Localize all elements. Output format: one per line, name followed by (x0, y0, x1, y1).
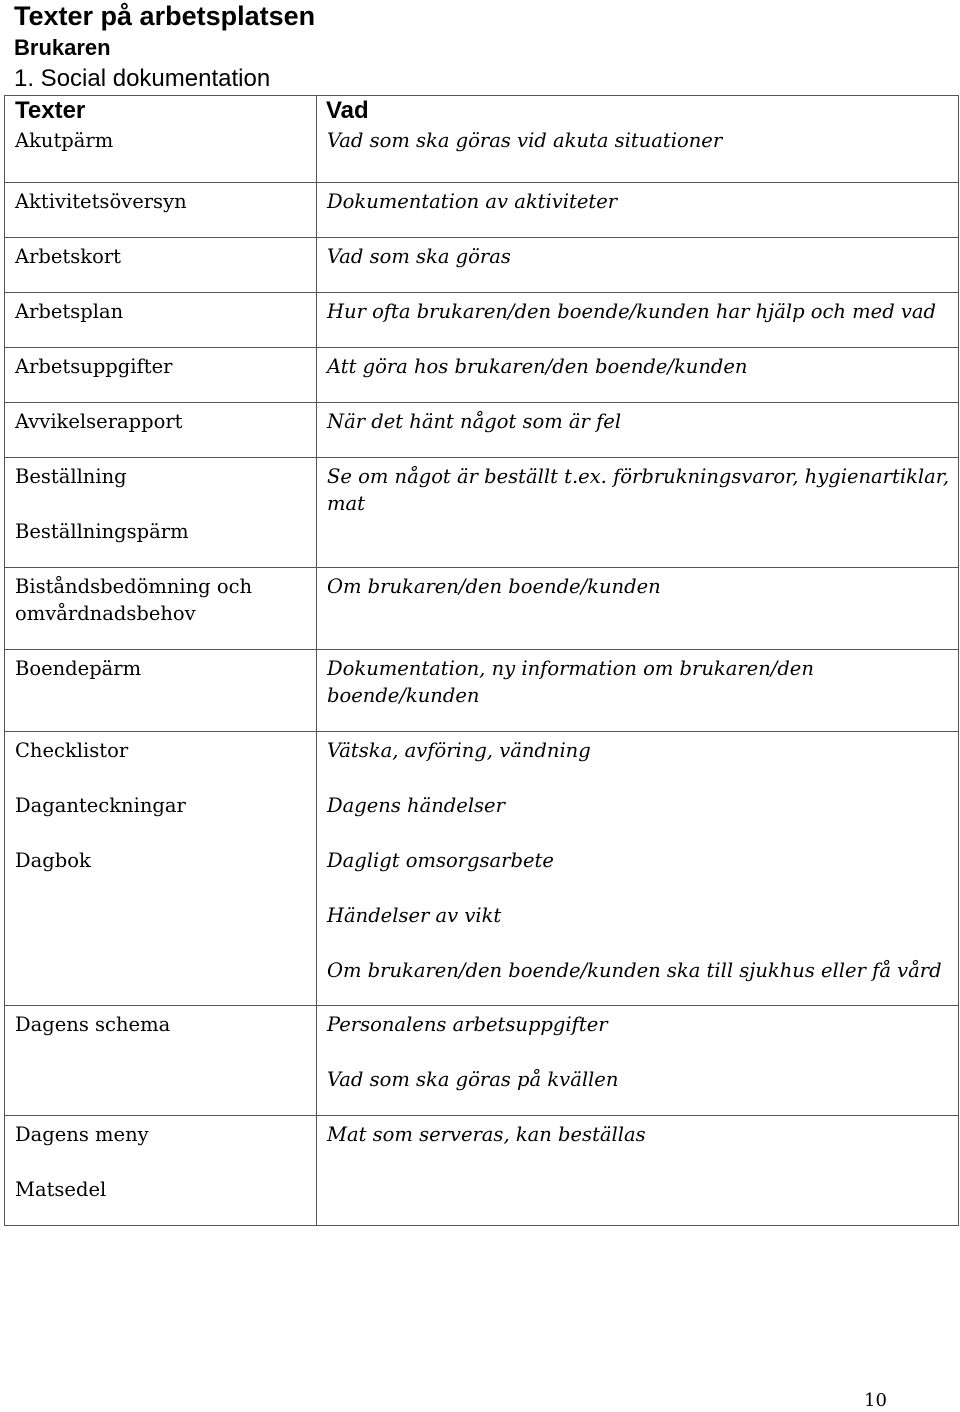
text-name: Akutpärm (15, 129, 114, 152)
text-name: Dagens schema (15, 1013, 171, 1036)
text-description-cell (317, 348, 959, 403)
text-name-cell (5, 183, 317, 238)
text-description: mat (327, 492, 365, 515)
text-name: Dagens meny (15, 1123, 149, 1146)
page-number: 10 (864, 1390, 887, 1411)
text-description-cell (317, 96, 959, 183)
text-description: boende/kunden (327, 684, 480, 707)
text-name: Matsedel (15, 1178, 107, 1201)
text-name: Beställningspärm (15, 520, 189, 543)
text-description: Dokumentation, ny information om brukaren/den (327, 657, 814, 680)
text-description: Händelser av vikt (327, 904, 502, 927)
text-description: Vad som ska göras vid akuta situationer (327, 129, 723, 152)
text-description-cell (317, 1006, 959, 1116)
text-name: Daganteckningar (15, 794, 186, 817)
column-header-vad: Vad (326, 97, 369, 124)
text-name: Avvikelserapport (15, 410, 183, 433)
text-description: Om brukaren/den boende/kunden ska till sjukhus eller få vård (327, 959, 942, 982)
text-description-cell (317, 183, 959, 238)
text-name-cell (5, 568, 317, 650)
text-name-cell (5, 348, 317, 403)
table-row (5, 96, 959, 183)
table-row (5, 183, 959, 238)
text-description: Vätska, avföring, vändning (327, 739, 591, 762)
table-row (5, 650, 959, 732)
table-row (5, 348, 959, 403)
text-name-cell (5, 238, 317, 293)
text-description-cell (317, 1116, 959, 1226)
text-description-cell (317, 650, 959, 732)
text-description-cell (317, 293, 959, 348)
text-description-cell (317, 732, 959, 1006)
text-name-cell (5, 403, 317, 458)
text-name: omvårdnadsbehov (15, 602, 196, 625)
text-name: Boendepärm (15, 657, 142, 680)
table-row (5, 293, 959, 348)
table-row (5, 1006, 959, 1116)
text-description: Vad som ska göras (327, 245, 511, 268)
text-name: Aktivitetsöversyn (15, 190, 187, 213)
text-description: Mat som serveras, kan beställas (327, 1123, 646, 1146)
text-name: Arbetsplan (15, 300, 124, 323)
table-row (5, 458, 959, 568)
text-description: Se om något är beställt t.ex. förbrukningsvaror, hygienartiklar, (327, 465, 950, 488)
text-name-cell (5, 1116, 317, 1226)
table-row (5, 568, 959, 650)
text-description: Hur ofta brukaren/den boende/kunden har hjälp och med vad (327, 300, 937, 323)
text-name: Arbetsuppgifter (15, 355, 173, 378)
text-name-cell (5, 293, 317, 348)
text-name-cell (5, 1006, 317, 1116)
section-heading: 1. Social dokumentation (14, 65, 271, 92)
text-description-cell (317, 403, 959, 458)
text-description-cell (317, 568, 959, 650)
text-description-cell (317, 238, 959, 293)
text-description: Dagligt omsorgsarbete (327, 849, 554, 872)
table-row (5, 238, 959, 293)
text-name: Dagbok (15, 849, 91, 872)
text-description: Om brukaren/den boende/kunden (327, 575, 661, 598)
text-description: När det hänt något som är fel (327, 410, 622, 433)
text-name-cell (5, 650, 317, 732)
text-description: Dagens händelser (327, 794, 505, 817)
text-description-cell (317, 458, 959, 568)
page-title: Texter på arbetsplatsen (14, 1, 316, 31)
table-row (5, 732, 959, 1006)
text-name: Beställning (15, 465, 127, 488)
texts-table (4, 95, 959, 1226)
table-row (5, 403, 959, 458)
text-description: Vad som ska göras på kvällen (327, 1068, 619, 1091)
text-name: Arbetskort (15, 245, 121, 268)
page-subtitle: Brukaren (14, 35, 111, 60)
text-description: Personalens arbetsuppgifter (327, 1013, 608, 1036)
table-row (5, 1116, 959, 1226)
column-header-texter: Texter (15, 97, 86, 124)
text-name: Biståndsbedömning och (15, 575, 253, 598)
text-description: Dokumentation av aktiviteter (327, 190, 618, 213)
text-name: Checklistor (15, 739, 129, 762)
text-name-cell (5, 458, 317, 568)
text-description: Att göra hos brukaren/den boende/kunden (327, 355, 748, 378)
text-name-cell (5, 732, 317, 1006)
